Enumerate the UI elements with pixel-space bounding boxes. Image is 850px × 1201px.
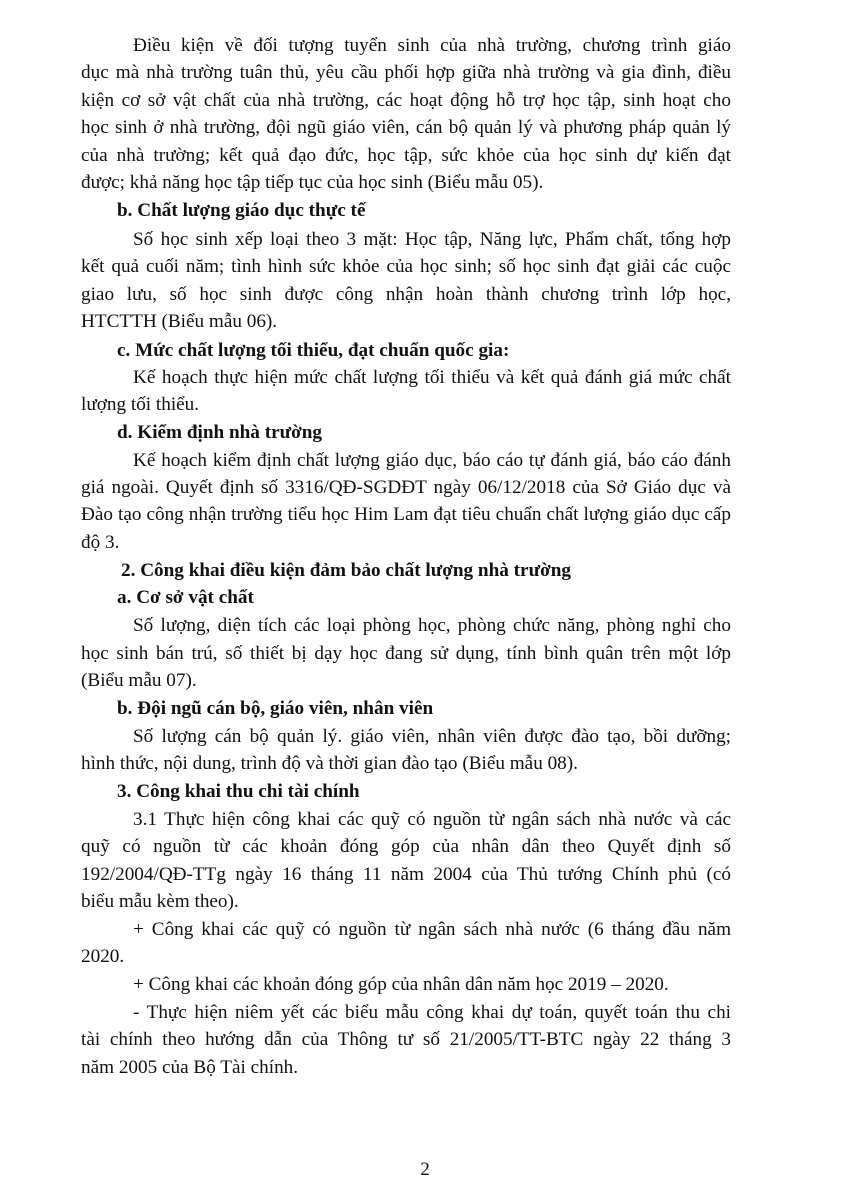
paragraph-line: Điều kiện về đối tượng tuyển sinh của nhà trường, chương trình giáo [133, 35, 731, 56]
paragraph-line: kiện cơ sở vật chất của nhà trường, các hoạt động hỗ trợ học tập, sinh hoạt cho [81, 90, 731, 111]
paragraph-line: 2020. [81, 946, 125, 967]
paragraph-line: độ 3. [81, 532, 120, 553]
paragraph-line: dục mà nhà trường tuân thủ, yêu cầu phối hợp giữa nhà trường và gia đình, điều [81, 62, 731, 83]
paragraph-line: quỹ có nguồn từ các khoản đóng góp của nhân dân theo Quyết định số [81, 836, 731, 857]
heading-c-minimum-quality: c. Mức chất lượng tối thiểu, đạt chuẩn quốc gia: [117, 340, 510, 361]
paragraph-line: Kế hoạch thực hiện mức chất lượng tối thiểu và kết quả đánh giá mức chất [133, 367, 731, 388]
paragraph-line: biểu mẫu kèm theo). [81, 891, 239, 912]
paragraph-line: giá ngoài. Quyết định số 3316/QĐ-SGDĐT ngày 06/12/2018 của Sở Giáo dục và [81, 477, 731, 498]
heading-b-staff: b. Đội ngũ cán bộ, giáo viên, nhân viên [117, 698, 434, 719]
paragraph-line: tài chính theo hướng dẫn của Thông tư số 21/2005/TT-BTC ngày 22 tháng 3 [81, 1029, 731, 1050]
heading-2-quality-conditions: 2. Công khai điều kiện đảm bảo chất lượng nhà trường [121, 560, 571, 581]
paragraph-line: Kế hoạch kiểm định chất lượng giáo dục, báo cáo tự đánh giá, báo cáo đánh [133, 450, 731, 471]
heading-a-facilities: a. Cơ sở vật chất [117, 587, 254, 608]
paragraph-line: Số lượng, diện tích các loại phòng học, phòng chức năng, phòng nghỉ cho [133, 615, 731, 636]
paragraph-line: - Thực hiện niêm yết các biểu mẫu công khai dự toán, quyết toán thu chi [133, 1002, 731, 1023]
paragraph-line: HTCTTH (Biểu mẫu 06). [81, 311, 278, 332]
paragraph-line: 3.1 Thực hiện công khai các quỹ có nguồn từ ngân sách nhà nước và các [133, 809, 731, 830]
paragraph-line: + Công khai các khoản đóng góp của nhân dân năm học 2019 – 2020. [133, 974, 669, 995]
heading-3-finance: 3. Công khai thu chi tài chính [117, 781, 360, 802]
paragraph-line: (Biểu mẫu 07). [81, 670, 197, 691]
paragraph-line: năm 2005 của Bộ Tài chính. [81, 1057, 299, 1078]
page-number: 2 [420, 1159, 430, 1180]
paragraph-line: Số học sinh xếp loại theo 3 mặt: Học tập, Năng lực, Phẩm chất, tổng hợp [133, 229, 731, 250]
paragraph-line: kết quả cuối năm; tình hình sức khỏe của học sinh; số học sinh đạt giải các cuộc [81, 256, 731, 277]
heading-b-actual-quality: b. Chất lượng giáo dục thực tế [117, 200, 366, 221]
paragraph-line: Số lượng cán bộ quản lý. giáo viên, nhân viên được đào tạo, bồi dưỡng; [133, 726, 731, 747]
paragraph-line: + Công khai các quỹ có nguồn từ ngân sách nhà nước (6 tháng đầu năm [133, 919, 731, 940]
paragraph-line: 192/2004/QĐ-TTg ngày 16 tháng 11 năm 2004 của Thủ tướng Chính phủ (có [81, 864, 731, 885]
paragraph-line: được; khả năng học tập tiếp tục của học sinh (Biểu mẫu 05). [81, 172, 544, 193]
paragraph-line: lượng tối thiểu. [81, 394, 200, 415]
paragraph-line: Đào tạo công nhận trường tiểu học Him Lam đạt tiêu chuẩn chất lượng giáo dục cấp [81, 504, 731, 525]
paragraph-line: học sinh bán trú, số thiết bị dạy học đang sử dụng, tính bình quân trên một lớp [81, 643, 731, 664]
heading-d-accreditation: d. Kiểm định nhà trường [117, 422, 323, 443]
paragraph-line: học sinh ở nhà trường, đội ngũ giáo viên, cán bộ quản lý và phương pháp quản lý [81, 117, 731, 138]
paragraph-line: giao lưu, số học sinh được công nhận hoàn thành chương trình lớp học, [81, 284, 731, 305]
paragraph-line: hình thức, nội dung, trình độ và thời gian đào tạo (Biểu mẫu 08). [81, 753, 578, 774]
paragraph-line: của nhà trường; kết quả đạo đức, học tập, sức khỏe của học sinh dự kiến đạt [81, 145, 731, 166]
